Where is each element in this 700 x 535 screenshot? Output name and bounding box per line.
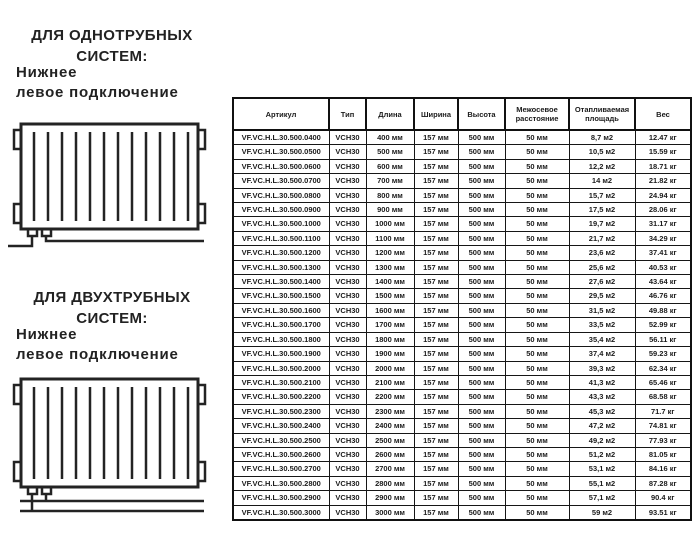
table-cell: 50 мм — [505, 130, 569, 145]
table-cell: 50 мм — [505, 217, 569, 231]
table-cell: 500 мм — [458, 130, 505, 145]
table-cell: 157 мм — [414, 347, 458, 361]
table-cell: 50 мм — [505, 476, 569, 490]
table-cell: VF.VC.H.L.30.500.2400 — [233, 419, 329, 433]
table-cell: 57,1 м2 — [569, 491, 635, 505]
table-cell: 157 мм — [414, 174, 458, 188]
table-cell: 8,7 м2 — [569, 130, 635, 145]
table-cell: 59 м2 — [569, 505, 635, 520]
table-row — [233, 303, 691, 317]
column-header: Тип — [329, 98, 366, 130]
table-cell: 500 мм — [458, 275, 505, 289]
spec-table-header-row — [233, 98, 691, 130]
table-cell: 400 мм — [366, 130, 414, 145]
table-cell: 50 мм — [505, 491, 569, 505]
table-cell: 157 мм — [414, 203, 458, 217]
table-cell: VF.VC.H.L.30.500.1700 — [233, 318, 329, 332]
table-cell: VF.VC.H.L.30.500.1600 — [233, 303, 329, 317]
table-cell: VF.VC.H.L.30.500.1100 — [233, 231, 329, 245]
radiator-two-pipe-diagram — [8, 374, 220, 524]
subtitle-line: левое подключение — [16, 84, 179, 101]
table-cell: 39,3 м2 — [569, 361, 635, 375]
table-cell: 500 мм — [458, 361, 505, 375]
table-row — [233, 145, 691, 159]
table-cell: 50 мм — [505, 159, 569, 173]
table-cell: 24.94 кг — [635, 188, 691, 202]
table-row — [233, 289, 691, 303]
table-row — [233, 318, 691, 332]
table-cell: 700 мм — [366, 174, 414, 188]
table-cell: 1900 мм — [366, 347, 414, 361]
table-cell: VCH30 — [329, 159, 366, 173]
table-cell: VF.VC.H.L.30.500.1500 — [233, 289, 329, 303]
table-cell: VF.VC.H.L.30.500.1200 — [233, 246, 329, 260]
table-cell: 50 мм — [505, 275, 569, 289]
table-cell: VF.VC.H.L.30.500.0800 — [233, 188, 329, 202]
table-cell: VF.VC.H.L.30.500.1900 — [233, 347, 329, 361]
table-cell: 51,2 м2 — [569, 447, 635, 461]
table-cell: 50 мм — [505, 447, 569, 461]
table-cell: 50 мм — [505, 332, 569, 346]
table-cell: 50 мм — [505, 462, 569, 476]
table-cell: 49.88 кг — [635, 303, 691, 317]
table-row — [233, 174, 691, 188]
column-header: Ширина — [414, 98, 458, 130]
table-cell: VCH30 — [329, 246, 366, 260]
table-cell: 500 мм — [458, 303, 505, 317]
table-cell: VCH30 — [329, 303, 366, 317]
subtitle-line: Нижнее — [16, 64, 78, 81]
table-cell: 157 мм — [414, 361, 458, 375]
single-pipe-section-title — [6, 25, 218, 67]
table-cell: 50 мм — [505, 188, 569, 202]
table-cell: 74.81 кг — [635, 419, 691, 433]
table-cell: 37,4 м2 — [569, 347, 635, 361]
table-cell: VCH30 — [329, 433, 366, 447]
table-cell: VF.VC.H.L.30.500.3000 — [233, 505, 329, 520]
table-cell: VF.VC.H.L.30.500.0500 — [233, 145, 329, 159]
table-cell: VCH30 — [329, 217, 366, 231]
table-cell: 500 мм — [458, 332, 505, 346]
table-cell: VCH30 — [329, 462, 366, 476]
table-cell: 46.76 кг — [635, 289, 691, 303]
radiator-single-pipe-diagram — [8, 110, 220, 252]
two-pipe-section-title — [6, 287, 218, 329]
table-cell: 29,5 м2 — [569, 289, 635, 303]
column-header: Высота — [458, 98, 505, 130]
table-cell: VCH30 — [329, 203, 366, 217]
table-cell: 157 мм — [414, 447, 458, 461]
table-cell: VCH30 — [329, 419, 366, 433]
table-cell: 500 мм — [458, 433, 505, 447]
table-cell: VCH30 — [329, 188, 366, 202]
table-cell: 157 мм — [414, 145, 458, 159]
table-cell: 157 мм — [414, 231, 458, 245]
radiator-two-pipe-drawing — [8, 374, 220, 524]
table-cell: VF.VC.H.L.30.500.0700 — [233, 174, 329, 188]
table-row — [233, 347, 691, 361]
left-panel — [0, 0, 228, 535]
table-cell: 2800 мм — [366, 476, 414, 490]
table-cell: 1300 мм — [366, 260, 414, 274]
table-cell: VF.VC.H.L.30.500.0900 — [233, 203, 329, 217]
table-cell: 157 мм — [414, 289, 458, 303]
table-cell: 84.16 кг — [635, 462, 691, 476]
table-cell: 31,5 м2 — [569, 303, 635, 317]
table-cell: 50 мм — [505, 390, 569, 404]
table-cell: VCH30 — [329, 476, 366, 490]
table-cell: 600 мм — [366, 159, 414, 173]
table-cell: 500 мм — [458, 217, 505, 231]
table-cell: 43,3 м2 — [569, 390, 635, 404]
table-row — [233, 433, 691, 447]
column-header: Вес — [635, 98, 691, 130]
table-cell: 71.7 кг — [635, 404, 691, 418]
table-cell: 1100 мм — [366, 231, 414, 245]
table-row — [233, 130, 691, 145]
table-cell: VF.VC.H.L.30.500.2300 — [233, 404, 329, 418]
table-cell: 500 мм — [458, 174, 505, 188]
table-cell: 15,7 м2 — [569, 188, 635, 202]
table-cell: 157 мм — [414, 375, 458, 389]
table-cell: 15.59 кг — [635, 145, 691, 159]
table-cell: 1200 мм — [366, 246, 414, 260]
table-cell: 55,1 м2 — [569, 476, 635, 490]
table-row — [233, 491, 691, 505]
table-cell: 800 мм — [366, 188, 414, 202]
table-cell: 90.4 кг — [635, 491, 691, 505]
table-cell: 500 мм — [458, 231, 505, 245]
table-cell: 500 мм — [458, 462, 505, 476]
table-cell: 2600 мм — [366, 447, 414, 461]
table-cell: VCH30 — [329, 404, 366, 418]
table-cell: 2300 мм — [366, 404, 414, 418]
table-cell: VCH30 — [329, 289, 366, 303]
table-row — [233, 404, 691, 418]
table-row — [233, 476, 691, 490]
table-cell: 500 мм — [458, 404, 505, 418]
table-cell: VF.VC.H.L.30.500.2700 — [233, 462, 329, 476]
table-cell: VCH30 — [329, 491, 366, 505]
table-cell: 2200 мм — [366, 390, 414, 404]
table-cell: VF.VC.H.L.30.500.1400 — [233, 275, 329, 289]
table-cell: VCH30 — [329, 447, 366, 461]
table-cell: 17,5 м2 — [569, 203, 635, 217]
table-cell: 49,2 м2 — [569, 433, 635, 447]
table-cell: 50 мм — [505, 231, 569, 245]
table-cell: 41,3 м2 — [569, 375, 635, 389]
table-row — [233, 188, 691, 202]
table-cell: VF.VC.H.L.30.500.2600 — [233, 447, 329, 461]
table-cell: 28.06 кг — [635, 203, 691, 217]
table-cell: 50 мм — [505, 419, 569, 433]
table-row — [233, 332, 691, 346]
table-cell: VF.VC.H.L.30.500.2800 — [233, 476, 329, 490]
table-cell: 2900 мм — [366, 491, 414, 505]
table-cell: 157 мм — [414, 505, 458, 520]
table-cell: 50 мм — [505, 145, 569, 159]
table-cell: 65.46 кг — [635, 375, 691, 389]
table-cell: 50 мм — [505, 361, 569, 375]
table-cell: 157 мм — [414, 246, 458, 260]
table-cell: VCH30 — [329, 130, 366, 145]
table-cell: 3000 мм — [366, 505, 414, 520]
table-cell: VF.VC.H.L.30.500.0600 — [233, 159, 329, 173]
table-cell: 56.11 кг — [635, 332, 691, 346]
table-cell: VF.VC.H.L.30.500.2500 — [233, 433, 329, 447]
table-row — [233, 231, 691, 245]
table-cell: 157 мм — [414, 491, 458, 505]
table-cell: 157 мм — [414, 390, 458, 404]
two-pipe-subtitle — [16, 325, 221, 365]
table-cell: 900 мм — [366, 203, 414, 217]
table-cell: 500 мм — [458, 188, 505, 202]
table-row — [233, 447, 691, 461]
table-cell: 50 мм — [505, 303, 569, 317]
table-cell: 500 мм — [458, 476, 505, 490]
table-cell: 34.29 кг — [635, 231, 691, 245]
table-cell: 50 мм — [505, 289, 569, 303]
table-cell: VCH30 — [329, 260, 366, 274]
table-cell: 157 мм — [414, 130, 458, 145]
table-cell: 2700 мм — [366, 462, 414, 476]
table-cell: 52.99 кг — [635, 318, 691, 332]
table-cell: 12,2 м2 — [569, 159, 635, 173]
table-cell: 50 мм — [505, 375, 569, 389]
column-header: Межосевое расстояние — [505, 98, 569, 130]
table-cell: 500 мм — [458, 145, 505, 159]
table-cell: 59.23 кг — [635, 347, 691, 361]
table-cell: 37.41 кг — [635, 246, 691, 260]
table-cell: 18.71 кг — [635, 159, 691, 173]
column-header: Длина — [366, 98, 414, 130]
table-row — [233, 246, 691, 260]
table-cell: 50 мм — [505, 347, 569, 361]
table-cell: VF.VC.H.L.30.500.2000 — [233, 361, 329, 375]
table-cell: VF.VC.H.L.30.500.1800 — [233, 332, 329, 346]
table-cell: 81.05 кг — [635, 447, 691, 461]
table-cell: 157 мм — [414, 462, 458, 476]
table-row — [233, 203, 691, 217]
table-cell: 500 мм — [458, 390, 505, 404]
table-cell: 50 мм — [505, 246, 569, 260]
radiator-single-pipe-drawing — [8, 110, 220, 252]
table-cell: 2000 мм — [366, 361, 414, 375]
table-cell: 31.17 кг — [635, 217, 691, 231]
table-cell: 157 мм — [414, 188, 458, 202]
table-cell: 50 мм — [505, 174, 569, 188]
spec-table-body — [233, 130, 691, 520]
table-cell: 1400 мм — [366, 275, 414, 289]
table-cell: 27,6 м2 — [569, 275, 635, 289]
table-cell: VF.VC.H.L.30.500.1000 — [233, 217, 329, 231]
table-row — [233, 419, 691, 433]
table-cell: VCH30 — [329, 318, 366, 332]
table-cell: 1000 мм — [366, 217, 414, 231]
table-cell: 50 мм — [505, 318, 569, 332]
title-line: ДЛЯ ОДНОТРУБНЫХ — [31, 27, 193, 45]
table-cell: VF.VC.H.L.30.500.2100 — [233, 375, 329, 389]
table-cell: VF.VC.H.L.30.500.2900 — [233, 491, 329, 505]
table-cell: 500 мм — [458, 447, 505, 461]
table-cell: 500 мм — [458, 289, 505, 303]
table-row — [233, 159, 691, 173]
column-header: Артикул — [233, 98, 329, 130]
table-cell: 50 мм — [505, 404, 569, 418]
table-cell: 2100 мм — [366, 375, 414, 389]
table-row — [233, 505, 691, 520]
table-cell: 62.34 кг — [635, 361, 691, 375]
table-cell: VCH30 — [329, 145, 366, 159]
table-cell: 500 мм — [458, 159, 505, 173]
table-cell: 157 мм — [414, 476, 458, 490]
table-cell: 157 мм — [414, 217, 458, 231]
table-cell: 157 мм — [414, 318, 458, 332]
table-cell: 500 мм — [458, 419, 505, 433]
table-cell: 500 мм — [458, 260, 505, 274]
table-cell: 23,6 м2 — [569, 246, 635, 260]
table-cell: 157 мм — [414, 433, 458, 447]
table-cell: 157 мм — [414, 303, 458, 317]
subtitle-line: левое подключение — [16, 346, 179, 363]
table-cell: 500 мм — [458, 505, 505, 520]
table-cell: 21.82 кг — [635, 174, 691, 188]
table-cell: 157 мм — [414, 419, 458, 433]
table-cell: 43.64 кг — [635, 275, 691, 289]
table-row — [233, 260, 691, 274]
table-cell: 53,1 м2 — [569, 462, 635, 476]
table-cell: VCH30 — [329, 505, 366, 520]
table-cell: VCH30 — [329, 361, 366, 375]
table-cell: 87.28 кг — [635, 476, 691, 490]
table-cell: VCH30 — [329, 375, 366, 389]
table-cell: 45,3 м2 — [569, 404, 635, 418]
table-cell: 21,7 м2 — [569, 231, 635, 245]
table-cell: 77.93 кг — [635, 433, 691, 447]
table-cell: 2500 мм — [366, 433, 414, 447]
table-cell: 1600 мм — [366, 303, 414, 317]
table-cell: 500 мм — [458, 246, 505, 260]
table-cell: 12.47 кг — [635, 130, 691, 145]
table-row — [233, 361, 691, 375]
table-cell: 157 мм — [414, 275, 458, 289]
table-cell: 50 мм — [505, 433, 569, 447]
table-cell: VCH30 — [329, 275, 366, 289]
table-cell: 500 мм — [458, 347, 505, 361]
table-cell: 68.58 кг — [635, 390, 691, 404]
table-cell: 47,2 м2 — [569, 419, 635, 433]
table-cell: 2400 мм — [366, 419, 414, 433]
column-header: Отапливаемая площадь — [569, 98, 635, 130]
table-cell: VF.VC.H.L.30.500.1300 — [233, 260, 329, 274]
table-cell: 93.51 кг — [635, 505, 691, 520]
subtitle-line: Нижнее — [16, 326, 78, 343]
table-cell: VCH30 — [329, 174, 366, 188]
table-cell: 50 мм — [505, 203, 569, 217]
table-cell: 500 мм — [458, 203, 505, 217]
table-cell: VCH30 — [329, 231, 366, 245]
table-row — [233, 275, 691, 289]
table-cell: 500 мм — [458, 491, 505, 505]
table-cell: 19,7 м2 — [569, 217, 635, 231]
table-cell: 1700 мм — [366, 318, 414, 332]
title-line: ДЛЯ ДВУХТРУБНЫХ — [33, 289, 191, 307]
spec-table — [232, 97, 692, 521]
table-cell: 50 мм — [505, 260, 569, 274]
table-cell: 157 мм — [414, 159, 458, 173]
table-cell: VCH30 — [329, 347, 366, 361]
table-cell: 1500 мм — [366, 289, 414, 303]
table-cell: 33,5 м2 — [569, 318, 635, 332]
table-cell: 157 мм — [414, 404, 458, 418]
table-cell: 500 мм — [458, 318, 505, 332]
table-row — [233, 375, 691, 389]
title-line: СИСТЕМ: — [76, 48, 148, 66]
table-cell: 50 мм — [505, 505, 569, 520]
table-cell: 157 мм — [414, 260, 458, 274]
spec-table-area — [232, 97, 692, 521]
table-cell: 40.53 кг — [635, 260, 691, 274]
table-row — [233, 462, 691, 476]
table-cell: VF.VC.H.L.30.500.2200 — [233, 390, 329, 404]
table-cell: 10,5 м2 — [569, 145, 635, 159]
table-cell: 500 мм — [366, 145, 414, 159]
title-line: СИСТЕМ: — [76, 310, 148, 328]
table-row — [233, 390, 691, 404]
table-cell: 14 м2 — [569, 174, 635, 188]
table-cell: 157 мм — [414, 332, 458, 346]
table-cell: 35,4 м2 — [569, 332, 635, 346]
table-cell: VCH30 — [329, 390, 366, 404]
table-cell: 500 мм — [458, 375, 505, 389]
table-cell: 25,6 м2 — [569, 260, 635, 274]
single-pipe-subtitle — [16, 63, 221, 103]
table-cell: VCH30 — [329, 332, 366, 346]
table-cell: VF.VC.H.L.30.500.0400 — [233, 130, 329, 145]
table-row — [233, 217, 691, 231]
table-cell: 1800 мм — [366, 332, 414, 346]
